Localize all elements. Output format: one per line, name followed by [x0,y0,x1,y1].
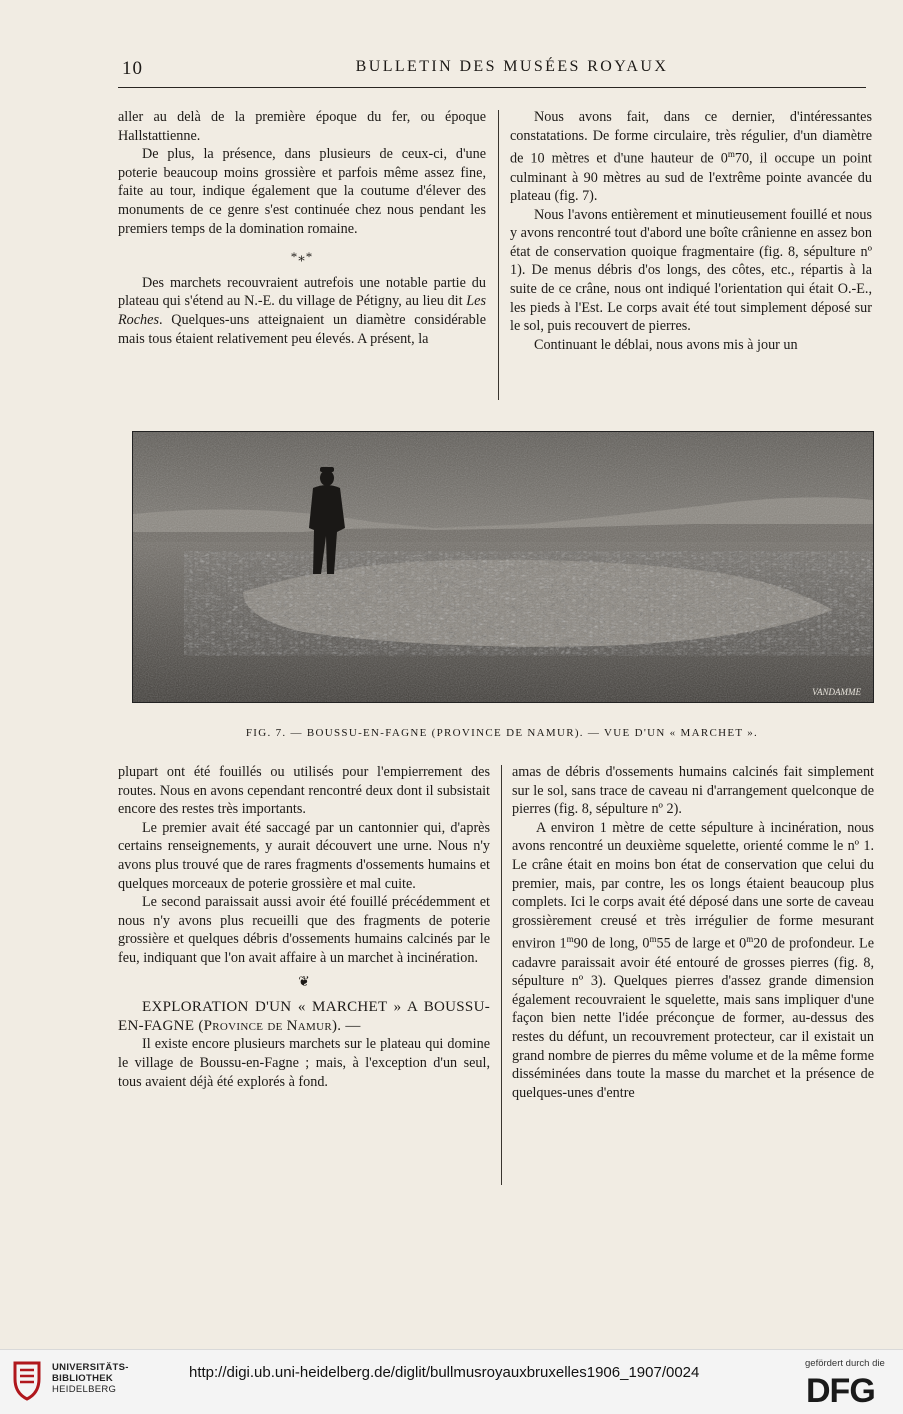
section-heading: EXPLORATION D'UN « MARCHET » A BOUSSU-EN-FAGNE (Province de Namur). — [118,999,490,1034]
page-number: 10 [122,58,143,79]
bottom-left-column [118,763,490,1091]
dfg-logo-icon [806,1372,891,1406]
source-url-link[interactable]: http://digi.ub.uni-heidelberg.de/diglit/bullmusroyauxbruxelles1906_1907/0024 [189,1364,700,1381]
paragraph: De plus, la présence, dans plusieurs de ceux-ci, d'une poterie beaucoup moins grossière et parfois même assez fine, faite au tour, indique également que la coutume d'élever des monuments de ce genre s'est continuée chez nous pendant les premiers temps de la domination romaine. [118,146,486,237]
funding-note: gefördert durch die [805,1358,885,1369]
artist-signature: VANDAMME [812,687,861,697]
top-right-column [510,108,872,354]
figure-photograph [132,431,874,703]
paragraph: Il existe encore plusieurs marchets sur le plateau qui domine le village de Boussu-en-Fagne ; mais, à l'exception d'un seul, tous avaient déjà été explorés à fond. [118,1036,490,1090]
paragraph: Continuant le déblai, nous avons mis à jour un [534,336,798,353]
paragraph: aller au delà de la première époque du fer, ou époque Hallstattienne. [118,109,486,144]
top-left-column [118,108,486,348]
bottom-right-column [512,763,874,1102]
svg-text:DFG: DFG [806,1372,875,1406]
paragraph: Nous l'avons entièrement et minutieusement fouillé et nous y avons rencontré tout d'abord une boîte crânienne en assez bon état de conservation quoique fragmentaire (fig. 8, sépulture nº 1). De menus débris d'os longs, des côtes, etc., répartis à la suite de ce crâne, nous ont indiqué l'orientation qui était O.-E., les pieds à l'Est. Le corps avait été tout simplement déposé sur le sol, puis recouvert de pierres. [510,206,872,335]
asterism: *⁎* [290,249,314,265]
paragraph: A environ 1 mètre de cette sépulture à incinération, nous avons rencontré un deuxième squelette, orienté comme le nº 1. Le crâne était en moins bon état de conservation que celui du premier, mais, par contre, les os longs étaient beaucoup plus complets. Ici le corps avait été déposé dans une sorte de caveau grossièrement creusé et très irrégulier de forme mesurant environ 1$^m$90 de long, 0$^m$55 de large et 0$^m$20 de profondeur. Le cadavre paraissait avoir été entouré de grosses pierres (fig. 8, sépulture nº 3). Quelques pierres d'assez grande dimension également recouvraient le squelette, mais sans impliquer d'une façon bien nette l'idée préconçue de former, au-dessus des restes du défunt, un recouvrement protecteur, car il existait un grand nombre de pierres du même volume et de la même forme disséminées dans toute la masse du marchet et la présence de quelques-unes d'entre [512,819,875,1101]
running-title: BULLETIN DES MUSÉES ROYAUX [355,58,669,75]
paragraph: Le second paraissait aussi avoir été fouillé précédemment et nous n'y avons plus recueilli que des fragments de poterie grossière et quelques débris d'ossements humains calcinés par le feu, indiquant que l'on avait affaire à un marchet à incinération. [118,894,490,966]
paragraph: Le premier avait été saccagé par un cantonnier qui, d'après certains renseignements, y aurait découvert une urne. Nous n'y avons plus trouvé que de rares fragments d'ossements humains et quelques morceaux de poterie grossière et mal cuite. [118,819,490,892]
marchet-landscape-photo [133,432,873,702]
paragraph: plupart ont été fouillés ou utilisés pour l'empierrement des routes. Nous en avons cependant rencontré deux dont il subsistait encore des restes très importants. [118,764,490,818]
footer-bar [0,1349,903,1414]
page-header [118,56,866,88]
library-name: UNIVERSITÄTS- BIBLIOTHEK HEIDELBERG [52,1362,129,1395]
figure-caption: FIG. 7. — BOUSSU-EN-FAGNE (PROVINCE DE NAMUR). — VUE D'UN « MARCHET ». [245,727,759,739]
university-library-logo-icon [12,1361,42,1401]
column-divider [501,765,502,1185]
paragraph: Des marchets recouvraient autrefois une notable partie du plateau qui s'étend au N.-E. du village de Pétigny, au lieu dit Les Roches. Quelques-uns atteignaient un diamètre considérable mais tous étaient relativement peu élevés. A présent, la [118,274,486,347]
place-name: Les Roches [118,293,486,328]
column-divider [498,110,499,400]
paragraph: amas de débris d'ossements humains calcinés fait simplement sur le sol, sans trace de caveau ni d'arrangement quelconque de pierres (fig. 8, sépulture nº 2). [512,764,874,818]
paragraph: Nous avons fait, dans ce dernier, d'intéressantes constatations. De forme circulaire, très régulier, d'un diamètre de 10 mètres et d'une hauteur de 0$^m$70, il occupe un point culminant à 90 mètres au sud de l'extrême pointe avancée du plateau (fig. 7). [510,109,872,205]
header-rule [118,87,866,88]
fleuron-ornament: ❦ [298,974,310,990]
